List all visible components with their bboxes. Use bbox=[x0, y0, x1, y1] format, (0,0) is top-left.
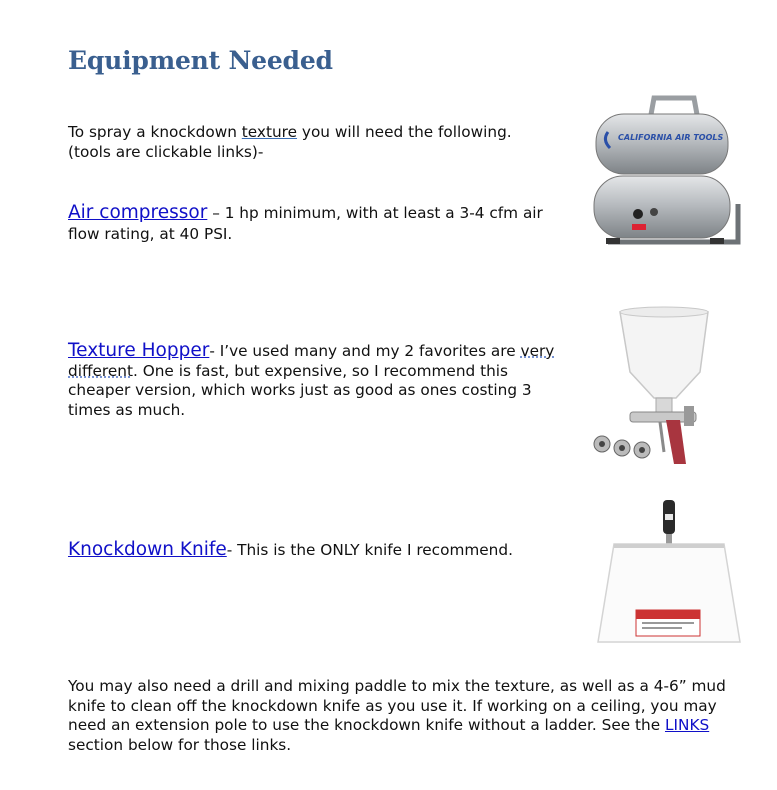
air-compressor-description: – 1 hp minimum, with at least a 3-4 cfm air flow rating, at 40 PSI. bbox=[68, 204, 543, 243]
hopper-description: - I’ve used many and my 2 favorites are bbox=[209, 342, 521, 360]
links-section-link[interactable]: LINKS bbox=[664, 716, 710, 735]
hopper-description-end: . One is fast, but expensive, so I recommend this cheaper version, which works just as good as ones costing 3 times as much. bbox=[68, 361, 532, 420]
intro-text: To spray a knockdown bbox=[68, 123, 242, 141]
intro-block bbox=[68, 122, 568, 162]
compressor-brand: CALIFORNIA AIR TOOLS bbox=[618, 133, 724, 142]
footer-paragraph bbox=[68, 677, 740, 756]
very-different-link[interactable]: very different bbox=[68, 342, 555, 380]
air-compressor-image[interactable] bbox=[588, 92, 746, 252]
item-knockdown-knife bbox=[68, 539, 588, 561]
knockdown-knife-link[interactable]: Knockdown Knife bbox=[68, 539, 227, 560]
item-texture-hopper bbox=[68, 341, 568, 421]
page-title: Equipment Needed bbox=[68, 46, 333, 75]
air-compressor-link[interactable]: Air compressor bbox=[68, 202, 208, 223]
knife-description: - This is the ONLY knife I recommend. bbox=[226, 541, 513, 559]
item-air-compressor bbox=[68, 202, 578, 245]
texture-link[interactable]: texture bbox=[241, 123, 298, 141]
intro-note: (tools are clickable links)- bbox=[68, 143, 264, 161]
texture-hopper-link[interactable]: Texture Hopper bbox=[68, 340, 210, 361]
texture-hopper-image[interactable] bbox=[588, 302, 746, 474]
knockdown-knife-image[interactable] bbox=[592, 498, 748, 648]
footer-text: You may also need a drill and mixing paddle to mix the texture, as well as a 4-6” mud knife to clean off the knockdown knife as you use it. If working on a ceiling, you may need an extension pole to use the knockdown knife without a ladder. See the bbox=[68, 677, 726, 735]
footer-text-end: section below for those links. bbox=[68, 736, 292, 755]
intro-text-end: you will need the following. bbox=[297, 123, 512, 141]
